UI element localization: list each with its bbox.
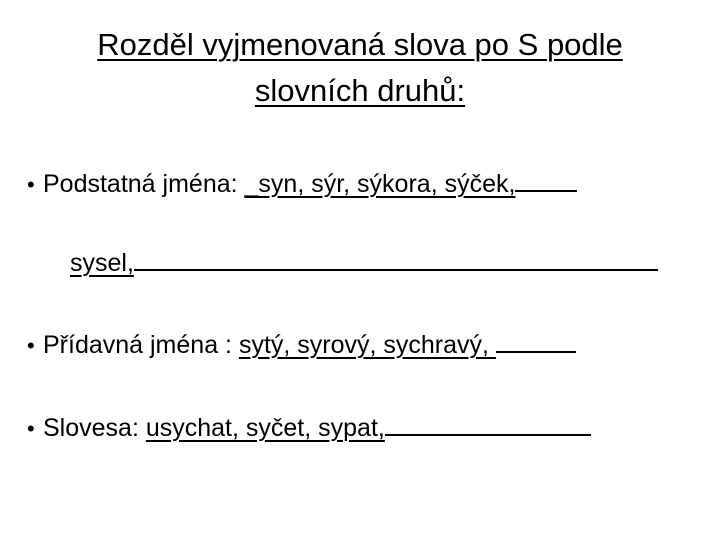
answer-prefix: _ (244, 170, 259, 198)
answer-text: sytý, syrový, sychravý, (238, 331, 496, 359)
answer-blank[interactable] (134, 245, 658, 271)
list-item-nouns-continuation (70, 245, 658, 279)
list-item-nouns (0, 166, 577, 201)
answer-blank[interactable] (385, 410, 591, 436)
title-line-1: Rozděl vyjmenovaná slova po S podle (97, 27, 623, 62)
bullet-icon: • (27, 333, 35, 358)
answer-text: syn, sýr, sýkora, sýček, (258, 170, 516, 198)
answer-blank[interactable] (515, 166, 577, 192)
answer-text: usychat, syčet, sypat, (145, 414, 385, 442)
bullet-icon: • (27, 172, 35, 197)
title-line-2: slovních druhů: (254, 73, 466, 108)
answer-text: sysel, (70, 249, 134, 277)
list-item-verbs (0, 410, 591, 445)
list-item-adjectives (0, 327, 576, 362)
item-label: Přídavná jména : (43, 331, 239, 359)
bullet-icon: • (27, 416, 35, 441)
answer-blank[interactable] (496, 327, 576, 353)
item-label: Podstatná jména: (43, 170, 245, 198)
item-label: Slovesa: (43, 414, 146, 442)
slide-title (20, 22, 700, 114)
